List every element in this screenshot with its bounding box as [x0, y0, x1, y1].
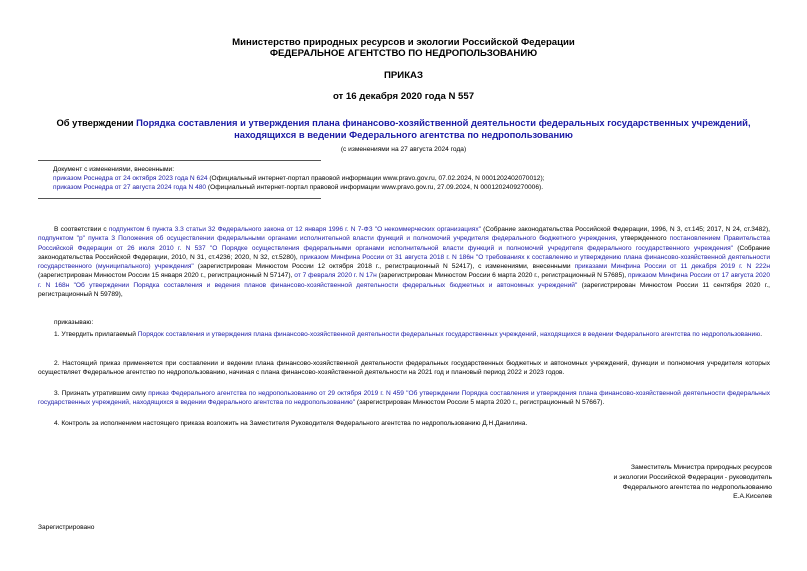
amendment-item [53, 183, 773, 192]
item-text: 1. Утвердить прилагаемый [54, 331, 138, 338]
document-type: ПРИКАЗ [384, 70, 423, 81]
preamble-link[interactable]: постановлением Правительства Российской Федерации от 26 июля 2010 г. N 537 "О Порядке осуществления федеральными органами исполнительной власти функций и полномочий учредителя федерального государственного учреждения" [38, 235, 770, 252]
order-item-3 [38, 389, 770, 408]
signature-line: Заместитель Министра природных ресурсов [630, 464, 772, 471]
preamble-link[interactable]: от 7 февраля 2020 г. N 17н [294, 272, 377, 280]
changes-note: (с изменениями на 27 августа 2024 года) [340, 146, 467, 153]
item-text: 3. Признать утратившим силу [54, 390, 149, 397]
order-item-1 [38, 330, 770, 339]
signature-line: Федерального агентства по недропользованию [622, 483, 772, 491]
order-item-2: 2. Настоящий приказ применяется при составлении и ведении плана финансово-хозяйственной деятельности федеральных государственных бюджетных и автономных учреждений, функции и полномочия учредителя которых осуществляет Федеральное агентство по недропользованию, начиная с плана финансово-хозяйственной деятельности на 2021 год и плановый период 2022 и 2023 годов. [38, 360, 770, 377]
amendment-source: (Официальный интернет-портал правовой информации www.pravo.gov.ru, 27.09.2024, N 0001202409270006). [206, 184, 544, 191]
document-title [30, 117, 777, 140]
preamble-text: (зарегистрирован Минюстом России 6 марта 2020 г., регистрационный N 57685), [376, 272, 628, 280]
ministry-name: Министерство природных ресурсов и экологии Российской Федерации [232, 37, 575, 48]
preamble-paragraph [38, 225, 770, 299]
divider-top [38, 160, 321, 161]
item-text: (зарегистрирован Минюстом России 5 марта 2020 г., регистрационный N 57667). [355, 399, 605, 407]
amendments-heading: Документ с изменениями, внесенными: [53, 166, 175, 173]
amendments-block [53, 165, 773, 192]
title-link[interactable]: Порядка составления и утверждения плана финансово-хозяйственной деятельности федеральных государственных учреждений, находящихся в ведении Федерального агентства по недропользованию [136, 117, 751, 140]
item-link[interactable]: приказ Федерального агентства по недропользованию от 29 октября 2019 г. N 459 "Об утверждении Порядка составления и утверждения плана финансово-хозяйственной деятельности федеральных государственных учреждений, находящихся в ведении Федерального агентства по недропользованию" [38, 390, 770, 407]
signature-block [613, 463, 772, 502]
item-text: . [760, 331, 763, 338]
preamble-text: (Собрание законодательства Российской Федерации, 2010, N 31, ст.4236; 2020, N 32, ст.5280), [38, 244, 770, 261]
order-item-4: 4. Контроль за исполнением настоящего приказа возложить на Заместителя Руководителя Федерального агентства по недропользованию Д.Н.Данилина. [54, 420, 528, 427]
preamble-text: (зарегистрирован Минюстом России 15 января 2020 г., регистрационный N 57147), [38, 272, 295, 280]
amendment-link[interactable]: приказом Роснедра от 24 октября 2023 года N 624 [53, 175, 208, 182]
divider-bottom [38, 198, 321, 199]
title-prefix: Об утверждении [56, 117, 137, 128]
preamble-text: В соответствии с [54, 226, 109, 233]
preamble-text: (зарегистрирован Минюстом России 11 сентября 2020 г., регистрационный N 59789), [38, 281, 770, 299]
order-word: приказываю: [54, 319, 94, 326]
preamble-link[interactable]: приказом Минфина России от 31 августа 2018 г. N 186н "О требованиях к составлению и утверждению плана финансово-хозяйственной деятельности государственного (муниципального) учреждения" [38, 253, 771, 271]
agency-name: ФЕДЕРАЛЬНОЕ АГЕНТСТВО ПО НЕДРОПОЛЬЗОВАНИЮ [269, 48, 538, 59]
amendment-link[interactable]: приказом Роснедра от 27 августа 2024 года N 480 [53, 184, 207, 191]
amendment-source: (Официальный интернет-портал правовой информации www.pravo.gov.ru, 07.02.2024, N 0001202402070012); [207, 175, 545, 182]
registered-label: Зарегистрировано [38, 524, 95, 531]
signature-name: Е.А.Киселев [733, 493, 772, 501]
preamble-link[interactable]: приказами Минфина России от 11 декабря 2019 г. N 222н [574, 263, 771, 271]
preamble-text: (Собрание законодательства Российской Федерации, 1996, N 3, ст.145; 2017, N 24, ст.3482), [480, 226, 770, 233]
preamble-text: , утвержденного [615, 235, 670, 243]
document-date: от 16 декабря 2020 года N 557 [332, 91, 475, 102]
preamble-link[interactable]: подпунктом "р" пункта 3 Положения об осуществлении федеральными органами исполнительной власти функций и полномочий учредителя федерального бюджетного учреждения [38, 235, 616, 243]
item-link[interactable]: Порядок составления и утверждения плана финансово-хозяйственной деятельности федеральных государственных учреждений, находящихся в ведении Федерального агентства по недропользованию [137, 331, 761, 338]
preamble-text: (зарегистрирован Минюстом России 12 октября 2018 г., регистрационный N 52417), с изменениями, внесенными [193, 263, 575, 271]
signature-line: и экологии Российской Федерации - руководитель [613, 473, 772, 481]
amendment-item [53, 174, 773, 183]
preamble-link[interactable]: подпунктом 6 пункта 3.3 статьи 32 Федерального закона от 12 января 1996 г. N 7-ФЗ "О некоммерческих организациях" [108, 226, 481, 233]
preamble-link[interactable]: приказом Минфина России от 17 августа 2020 г. N 168н "Об утверждении Порядка составления и ведения планов финансово-хозяйственной деятельности федеральных бюджетных и автономных учреждений" [38, 272, 770, 289]
